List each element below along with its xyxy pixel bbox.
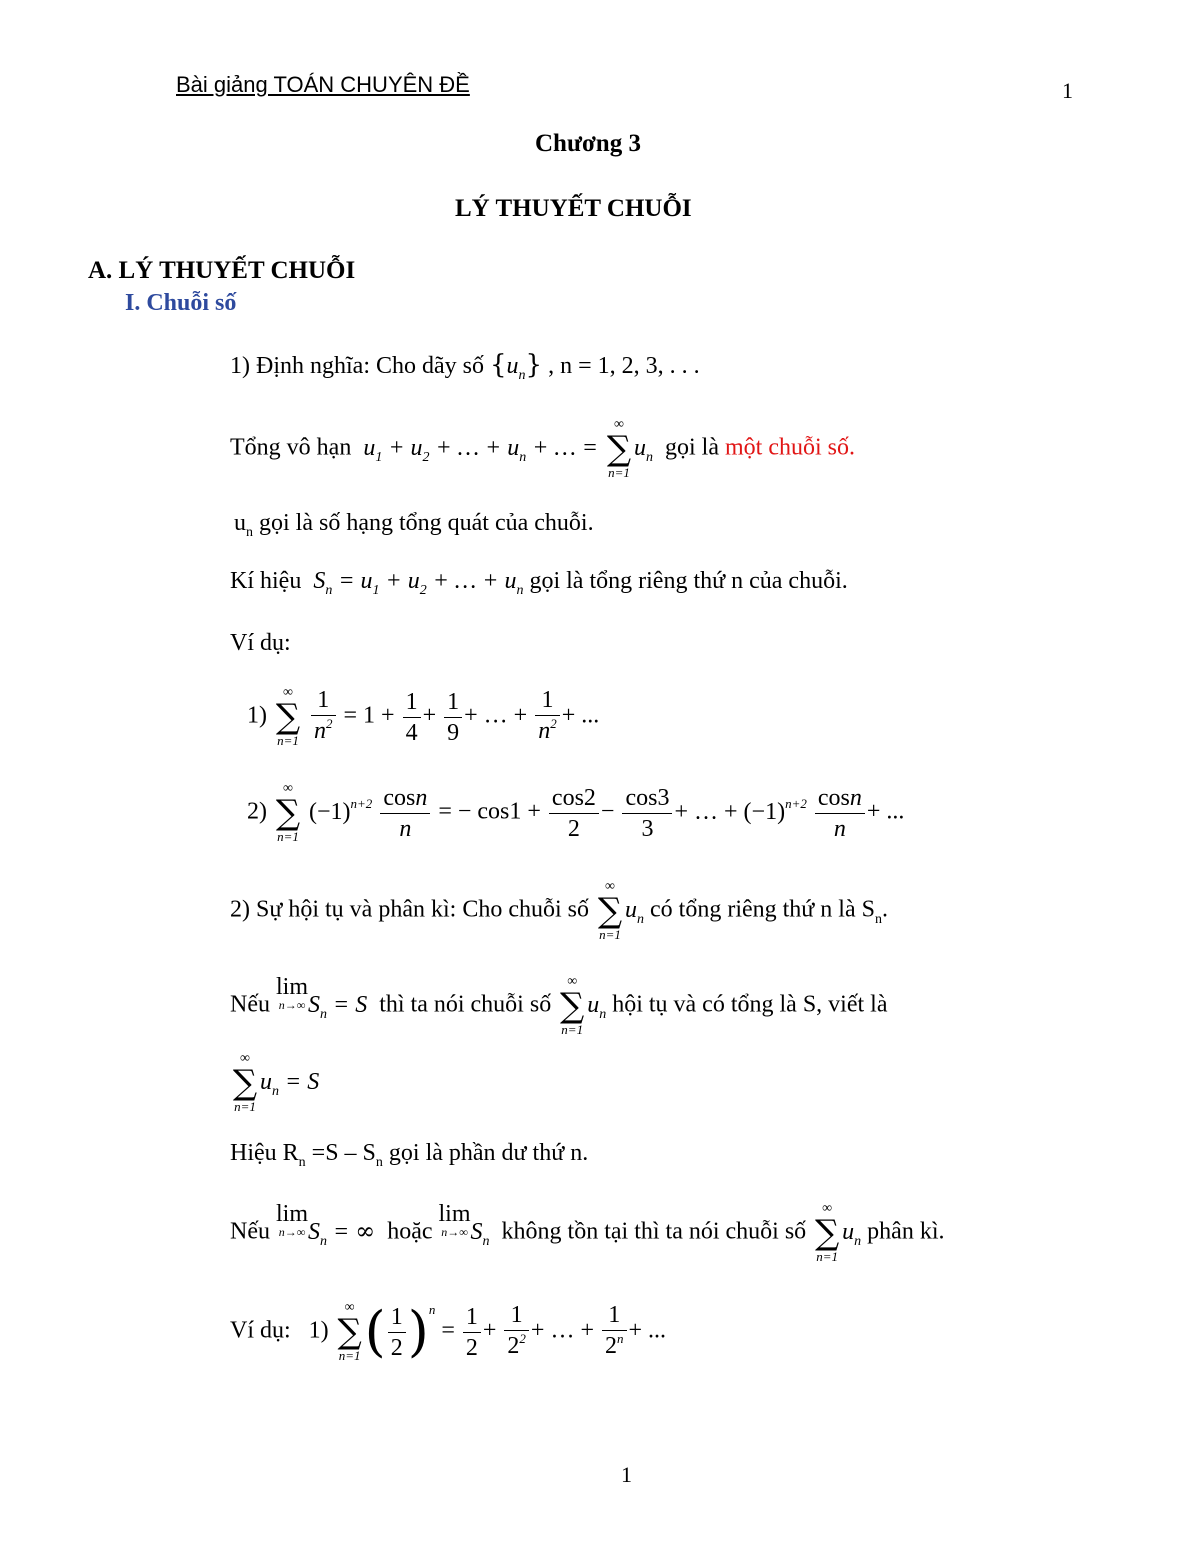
- chapter-label: Chương 3: [535, 130, 641, 157]
- example-label: Ví dụ:: [230, 630, 291, 656]
- subsection-heading: I. Chuỗi số: [125, 290, 237, 316]
- running-header: Bài giảng TOÁN CHUYÊN ĐỀ: [176, 72, 470, 97]
- sum-tail: gọi là: [664, 434, 719, 461]
- geometric-example-line: Ví dụ: 1) ∞ ∑ n=1 ( $\frac{1}{2}$ )$^n$ = $\frac{1}{2}$ + $\frac{1}{2^2}$ + … + $\frac{1}{2^n}$ + ...: [230, 1300, 667, 1363]
- partial-sum-line: Kí hiệu $S_n = u_1 + u_2$ + … + $u_n$ gọi là tổng riêng thứ n của chuỗi.: [230, 568, 848, 598]
- series-expression: $u_1 + u_2$ + … + $u_n$ + … = ∞ ∑ n=1 $u_n$: [357, 417, 653, 480]
- definition-lead: 1) Định nghĩa: Cho dãy số: [230, 353, 484, 379]
- general-term-line: $u_n$ gọi là số hạng tổng quát của chuỗi.: [234, 510, 594, 540]
- example-1-formula: 1) ∞ ∑ n=1 $\frac{1}{n^2}$ = 1 + $\frac{1}{4}$ + $\frac{1}{9}$ + … + $\frac{1}{n^2}$ + ...: [247, 685, 600, 748]
- sigma-icon: ∞ ∑ n=1: [606, 417, 632, 480]
- convergent-condition-line: Nếu lim n→∞ $S_n = S$ thì ta nói chuỗi số ∞ ∑ n=1 $u_n$ hội tụ và có tổng là S, viết là: [230, 974, 888, 1037]
- header-page-number: 1: [1062, 78, 1073, 103]
- definition-line: [230, 350, 700, 383]
- sequence-expression: $\{u_n\}$: [489, 350, 543, 383]
- infinite-sum-line: [230, 418, 855, 480]
- partial-sum-formula: $S_n = u_1 + u_2$ + … + $u_n$: [307, 568, 524, 598]
- remainder-line: Hiệu $R_n =S - S_n$ gọi là phần dư thứ n.: [230, 1140, 589, 1170]
- convergence-line: 2) Sự hội tụ và phân kì: Cho chuỗi số ∞ ∑ n=1 $u_n$ có tổng riêng thứ n là $S_n$.: [230, 879, 888, 942]
- chapter-title: LÝ THUYẾT CHUỖI: [455, 195, 692, 222]
- example-2-formula: 2) ∞ ∑ n=1 $(-1)^{n+2}$ $\frac{\cos n}{n}$ = − cos1 + $\frac{\cos 2}{2}$ − $\frac{\cos 3}{3}$ + … + $(-1)^{n+2}$ $\frac{\cos n}{n}$ + ...: [247, 781, 905, 844]
- section-heading: A. LÝ THUYẾT CHUỖI: [88, 257, 356, 284]
- footer-page-number: 1: [621, 1462, 632, 1487]
- series-term-highlight: một chuỗi số.: [724, 434, 855, 461]
- divergent-condition-line: Nếu lim n→∞ $S_n$ = ∞ hoặc lim n→∞ $S_n$ không tồn tại thì ta nói chuỗi số ∞ ∑ n=1 $u_n$ phân kì.: [230, 1201, 945, 1264]
- sum-equals-s-formula: ∞ ∑ n=1 $u_n = S$: [232, 1051, 320, 1114]
- sum-lead: Tổng vô hạn: [230, 434, 352, 461]
- definition-tail: , n = 1, 2, 3, . . .: [548, 353, 700, 379]
